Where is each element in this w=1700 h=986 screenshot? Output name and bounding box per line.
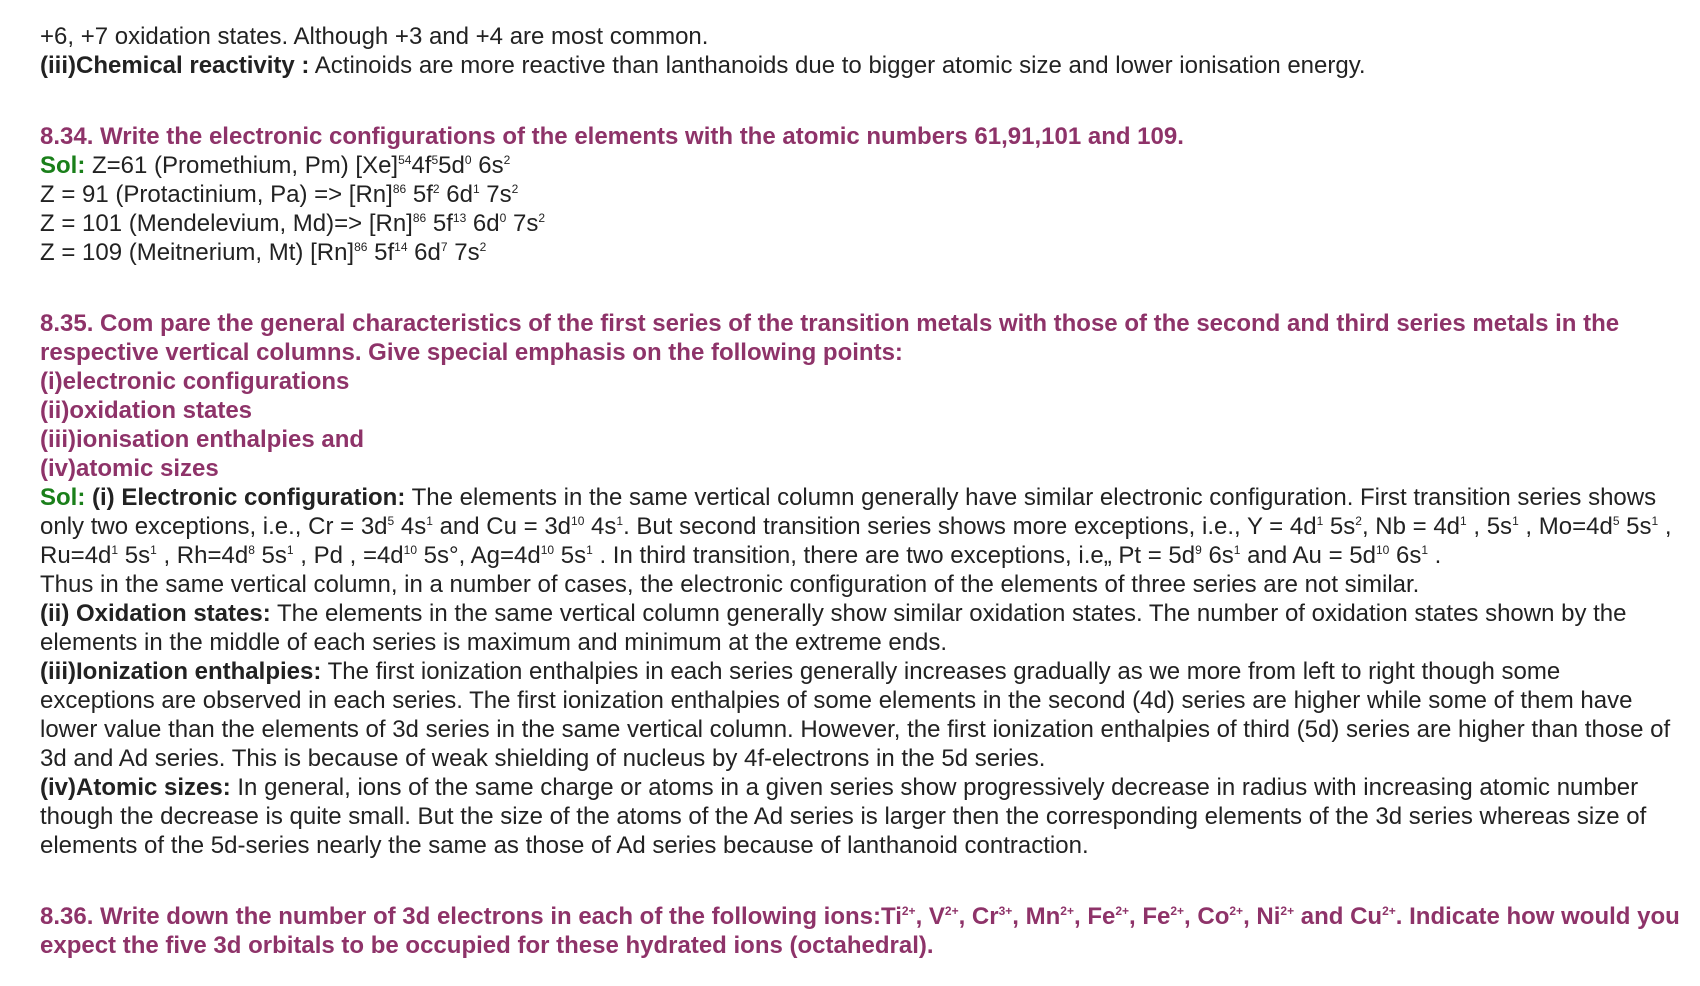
superscript: 3+ (998, 904, 1013, 918)
superscript: 1 (1421, 543, 1429, 557)
superscript: 10 (1375, 543, 1390, 557)
superscript: 1 (286, 543, 294, 557)
q834-line-2: Z = 91 (Protactinium, $Pa) => [Rn]^{86}$ $5f^2$ $6d^1$ $7s^2$ (40, 181, 519, 208)
superscript: 1 (616, 514, 624, 528)
superscript: 9 (1195, 543, 1202, 557)
point-electronic-configurations: (i)electronic configurations (40, 368, 350, 395)
superscript: 13 (452, 211, 467, 225)
superscript: 86 (392, 182, 407, 196)
superscript: 1 (426, 514, 433, 528)
superscript: 54 (398, 153, 412, 167)
superscript: 1 (586, 543, 593, 557)
superscript: 2+ (901, 904, 916, 918)
superscript: 2+ (944, 904, 959, 918)
superscript: 8 (248, 543, 255, 557)
superscript: 86 (412, 211, 427, 225)
superscript: 1 (111, 543, 119, 557)
atomic-sizes-heading: (iv)Atomic sizes: (40, 774, 231, 801)
q834-line-3: Z = 101 (Mendelevium, $Md)=> [Rn]^{86}$ $5f^{13}$ $6d^0$ $7s^2$ (40, 210, 546, 237)
atomic-sizes-paragraph (40, 773, 1680, 860)
superscript: 2+ (1170, 904, 1185, 918)
sol-label: Sol: (40, 152, 86, 179)
superscript: 2 (503, 153, 511, 167)
point-oxidation-states: (ii)oxidation states (40, 397, 253, 424)
superscript: 5 (387, 514, 395, 528)
oxidation-states-heading: (ii) Oxidation states: (40, 600, 271, 627)
ionization-enthalpies-text: The first ionization enthalpies in each series generally increases gradually as we more from left to right though some exceptions are observed in each series. The first ionization enthalpies of some elements in the second (4d) series are higher while some of them have lower value than the elements of 3d series in the same vertical column. However, the first ionization enthalpies of third (5d) series are higher than those of 3d and Ad series. This is because of weak shielding of nucleus by 4f-electrons in the 5d series. (40, 658, 1671, 772)
superscript: 5 (1612, 514, 1620, 528)
superscript: 86 (354, 240, 368, 254)
q834-line-4: Z = 109 (Meitnerium, Mt) $[Rn]^{86}$ $5f^{14}$ $6d^7$ $7s^2$ (40, 239, 487, 266)
superscript: 2 (1355, 514, 1362, 528)
superscript: 2+ (1382, 904, 1396, 918)
superscript: 1 (150, 543, 157, 557)
superscript: 2 (538, 211, 546, 225)
superscript: 10 (571, 514, 585, 528)
superscript: 2+ (1060, 904, 1074, 918)
superscript: 1 (1316, 514, 1324, 528)
superscript: 2 (432, 182, 440, 196)
superscript: 1 (1233, 543, 1241, 557)
electronic-configuration-heading: (i) Electronic configuration: (85, 484, 406, 511)
superscript: 10 (540, 543, 555, 557)
point-ionisation-enthalpies: (iii)ionisation enthalpies and (40, 426, 365, 453)
superscript: 1 (1512, 514, 1519, 528)
point-atomic-sizes: (iv)atomic sizes (40, 455, 219, 482)
question-8-35: 8.35. Com pare the general characteristics of the first series of the transition metals with those of the second and third series metals in the respective vertical columns. Give special emphasis on the following points: (40, 310, 1620, 366)
superscript: 2 (479, 240, 487, 254)
electronic-configuration-text: The elements in the same vertical column generally have similar electronic configuration. First transition series shows only two exceptions, i.e., $Cr = 3d^5$ $4s^1$ and $Cu = 3d^{10}$ $4s^1$. But second transition series shows more exceptions, i.e., $Y = 4d^1$ $5s^2$, $Nb = 4d^1$ , $5s^1$ , $Mo=4d^5$ $5s^1$ , $Ru=4d^1$ $5s^1$ , $Rh=4d^8$ $5s^1$ , Pd , $=4d^{10}$ 5s°, $Ag=4d^{10}$ $5s^1$ . In third transition, there are two exceptions, i.e„ $Pt = 5d^9$ $6s^1$ and $Au = 5d^{10}$ $6s^1$ . (40, 484, 1672, 569)
superscript: 10 (403, 543, 418, 557)
superscript: 1 (1651, 514, 1659, 528)
superscript: 2 (511, 182, 519, 196)
electronic-configuration-paragraph (40, 483, 1680, 570)
document-page (40, 22, 1680, 960)
q834-line-1 (40, 151, 1680, 180)
chemical-reactivity-text: Actinoids are more reactive than lanthanoids due to bigger atomic size and lower ionisation energy. (309, 52, 1366, 79)
question-8-34: 8.34. Write the electronic configurations of the elements with the atomic numbers 61,91,101 and 109. (40, 123, 1184, 150)
superscript: 14 (394, 240, 408, 254)
superscript: 2+ (1280, 904, 1295, 918)
superscript: 5 (431, 153, 439, 167)
superscript: 2+ (1115, 904, 1130, 918)
superscript: 7 (440, 240, 448, 254)
ionization-enthalpies-paragraph (40, 657, 1680, 773)
superscript: 2+ (1229, 904, 1244, 918)
oxidation-states-paragraph (40, 599, 1680, 657)
electronic-configuration-conclusion: Thus in the same vertical column, in a number of cases, the electronic configuration of the elements of three series are not similar. (40, 571, 1420, 598)
ionization-enthalpies-heading: (iii)Ionization enthalpies: (40, 658, 322, 685)
atomic-sizes-text: In general, ions of the same charge or atoms in a given series show progressively decrease in radius with increasing atomic number though the decrease is quite small. But the size of the atoms of the Ad series is larger then the corresponding elements of the 3d series whereas size of elements of the 5d-series nearly the same as those of Ad series because of lanthanoid contraction. (40, 774, 1647, 859)
q834-config-1: Z=61 (Promethium, Pm) $[Xe]^{54}4f^55d^0$ $6s^2$ (85, 152, 511, 179)
superscript: 1 (472, 182, 480, 196)
chemical-reactivity-paragraph (40, 51, 1680, 80)
superscript: 1 (1460, 514, 1467, 528)
superscript: 0 (499, 211, 507, 225)
oxidation-states-line: +6, +7 oxidation states. Although +3 and +4 are most common. (40, 23, 709, 50)
superscript: 0 (464, 153, 472, 167)
question-8-36: 8.36. Write down the number of 3d electrons in each of the following $ions:Ti^{2+}$, $V^{2+}$, $Cr^{3+}$, $Mn^{2+}$, $Fe^{2+}$, $Fe^{2+}$, $Co^{2+}$, $Ni^{2+}$ and $Cu^{2+}$. Indicate how would you expect the five 3d orbitals to be occupied for these hydrated ions (octahedral). (40, 903, 1680, 959)
oxidation-states-text: The elements in the same vertical column generally show similar oxidation states. The number of oxidation states shown by the elements in the middle of each series is maximum and minimum at the extreme ends. (40, 600, 1627, 656)
chemical-reactivity-heading: (iii)Chemical reactivity : (40, 52, 310, 79)
sol-label: Sol: (40, 484, 86, 511)
